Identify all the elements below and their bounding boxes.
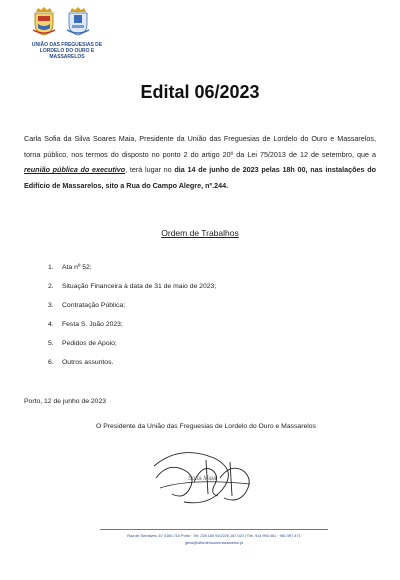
place-and-date: Porto, 12 de junho de 2023 bbox=[24, 398, 107, 405]
agenda-item bbox=[48, 359, 348, 378]
agenda-item-number: 1. bbox=[48, 264, 54, 271]
agenda-item-text: Outros assuntos. bbox=[62, 359, 114, 366]
footer-address: Rua de Serralves, 67 4150-710 Porto · Tel. 226 160 910/226 167 020 | Tlm. 914 994 461 · 961 597 471 bbox=[127, 534, 301, 538]
agenda-item-number: 2. bbox=[48, 283, 54, 290]
agenda-item-text: Pedidos de Apoio; bbox=[62, 340, 117, 347]
agenda-item-text: Situação Financeira à data de 31 de maio de 2023; bbox=[62, 283, 217, 290]
announcement-paragraph bbox=[24, 131, 376, 193]
agenda-item bbox=[48, 283, 348, 302]
organization-name bbox=[22, 42, 112, 60]
organization-name-line: LORDELO DO OURO E MASSARELOS bbox=[39, 48, 95, 60]
agenda-item bbox=[48, 340, 348, 359]
announcement-text: Carla Sofia da Silva Soares Maia, Presidente da União das Freguesias de Lordelo do Ouro e Massarelos, torna público, nos termos do disposto no ponto 2 do artigo 20º da Lei 75/2013 de 12 de setembro, que a bbox=[24, 134, 376, 159]
meeting-date-location: dia 14 de junho de 2023 pelas 18h 00, nas instalações do Edifício de Massarelos, sito a Rua do Campo Alegre, nº.244. bbox=[24, 165, 376, 190]
announcement-text: , terá lugar no bbox=[125, 165, 175, 175]
agenda-item-text: Festa S. João 2023; bbox=[62, 321, 123, 328]
header-logos bbox=[22, 6, 112, 60]
agenda-item bbox=[48, 264, 348, 283]
agenda-list bbox=[48, 264, 348, 378]
agenda-item bbox=[48, 302, 348, 321]
meeting-type-emphasis: reunião pública do executivo bbox=[24, 165, 126, 175]
footer-divider bbox=[100, 529, 328, 530]
agenda-item-number: 6. bbox=[48, 359, 54, 366]
agenda-item-text: Ata nº 52; bbox=[62, 264, 92, 271]
agenda-heading: Ordem de Trabalhos bbox=[161, 228, 239, 238]
footer-email: geral@uflordeloouromassarelos.pt bbox=[184, 541, 244, 545]
organization-name-line: UNIÃO DAS FREGUESIAS DE bbox=[31, 42, 103, 48]
signature-name: Sofia Maia bbox=[188, 476, 217, 482]
agenda-item-number: 3. bbox=[48, 302, 54, 309]
coat-of-arms-icon bbox=[66, 6, 90, 36]
agenda-item-number: 4. bbox=[48, 321, 54, 328]
agenda-item-number: 5. bbox=[48, 340, 54, 347]
document-title: Edital 06/2023 bbox=[140, 82, 260, 102]
signatory-title: O Presidente da União das Freguesias de Lordelo do Ouro e Massarelos bbox=[96, 423, 316, 430]
agenda-item bbox=[48, 321, 348, 340]
coat-of-arms-icon bbox=[32, 6, 56, 36]
agenda-item-text: Contratação Pública; bbox=[62, 302, 126, 309]
